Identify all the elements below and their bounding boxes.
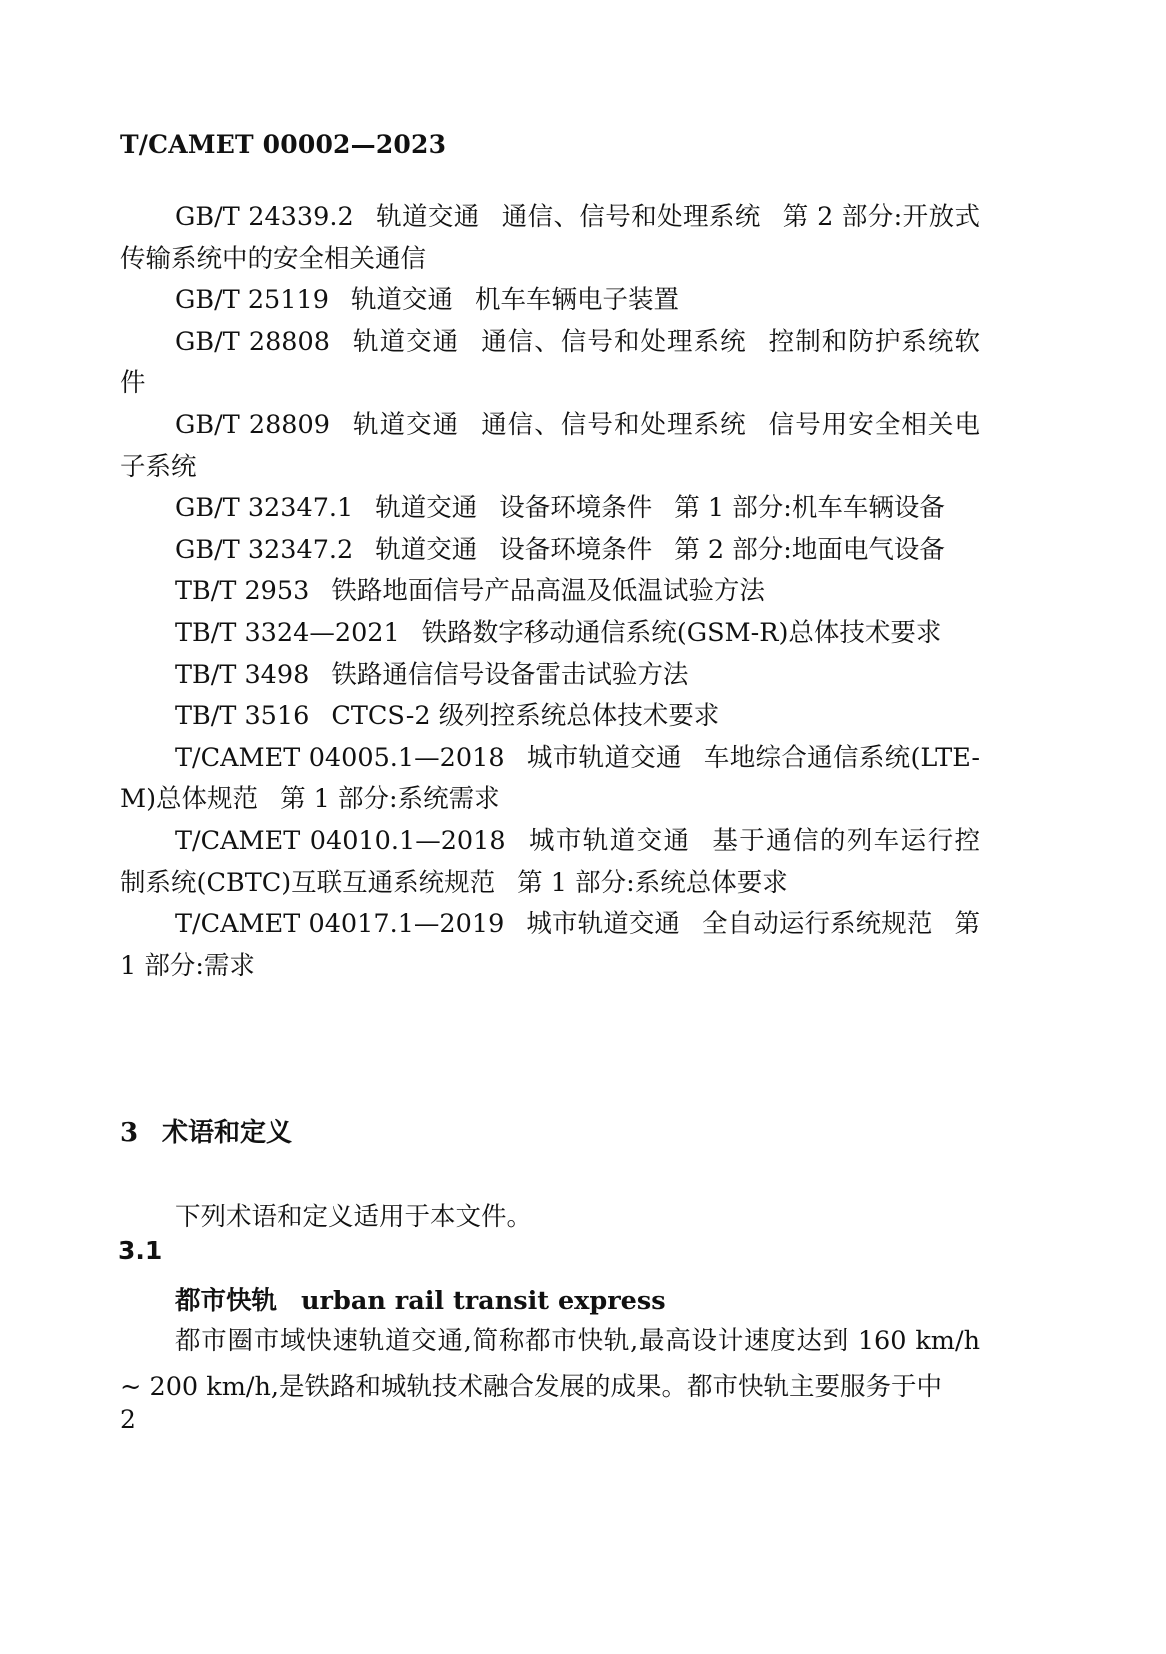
reference-title-part: 车地综合通信系统(LTE-M)总体规范 [120, 742, 980, 815]
reference-code: GB/T 32347.2 [175, 534, 354, 565]
reference-code: GB/T 28808 [175, 326, 330, 357]
reference-title-part: 轨道交通 [375, 202, 480, 232]
term-title [175, 1281, 666, 1317]
reference-title-part: 控制和防护系统软件 [120, 326, 980, 399]
reference-code: T/CAMET 04005.1—2018 [175, 742, 505, 773]
reference-code: GB/T 28809 [175, 409, 330, 440]
reference-title-part: 第 2 部分:开放式传输系统中的安全相关通信 [120, 202, 980, 274]
reference-title-part: 轨道交通 [351, 326, 460, 357]
reference-item [120, 197, 980, 280]
reference-code: TB/T 3516 [175, 701, 310, 732]
reference-title-part: 通信、信号和处理系统 [481, 326, 747, 357]
reference-code: T/CAMET 04010.1—2018 [175, 825, 506, 856]
reference-title-part: 城市轨道交通 [527, 825, 691, 856]
reference-title-part: 通信、信号和处理系统 [501, 202, 761, 232]
reference-item [120, 738, 980, 821]
reference-item [120, 488, 980, 530]
section-heading [120, 1112, 292, 1149]
reference-title-part: 轨道交通 [375, 493, 478, 524]
reference-title-part: 城市轨道交通 [526, 742, 682, 773]
reference-title-part: 第 1 部分:系统需求 [280, 784, 500, 815]
reference-title-part: 第 1 部分:系统总体要求 [517, 867, 788, 898]
reference-item [120, 405, 980, 488]
reference-code: GB/T 24339.2 [175, 202, 354, 232]
reference-code: T/CAMET 04017.1—2019 [175, 909, 505, 940]
reference-title-part: 城市轨道交通 [526, 909, 681, 940]
reference-code: TB/T 3498 [175, 659, 310, 690]
reference-title-part: 轨道交通 [350, 285, 453, 316]
reference-title-part: 铁路通信信号设备雷击试验方法 [331, 659, 689, 690]
reference-title-part: 第 1 部分:机车车辆设备 [674, 493, 945, 524]
reference-title-part: 轨道交通 [375, 534, 478, 565]
reference-item [120, 530, 980, 572]
reference-title-part: 机车车辆电子装置 [474, 285, 679, 316]
page-number: 2 [120, 1405, 136, 1434]
document-code-header: T/CAMET 00002—2023 [120, 130, 447, 159]
reference-item [120, 821, 980, 904]
reference-title-part: 第 1 部分:需求 [120, 909, 980, 981]
reference-title-part: 通信、信号和处理系统 [481, 409, 747, 440]
term-definition: 都市圈市域快速轨道交通,简称都市快轨,最高设计速度达到 160 km/h ~ 200 km/h,是铁路和城轨技术融合发展的成果。都市快轨主要服务于中 [120, 1326, 980, 1402]
normative-references-list [120, 197, 980, 987]
reference-title-part: 铁路地面信号产品高温及低温试验方法 [331, 576, 765, 607]
reference-title-part: 铁路数字移动通信系统(GSM-R)总体技术要求 [421, 617, 942, 648]
reference-title-part: 第 2 部分:地面电气设备 [674, 534, 945, 565]
section-number: 3 [120, 1118, 139, 1148]
reference-item [120, 696, 980, 738]
reference-code: GB/T 25119 [175, 285, 329, 316]
section-title: 术语和定义 [162, 1118, 293, 1148]
reference-code: GB/T 32347.1 [175, 493, 354, 524]
reference-item [120, 280, 980, 322]
term-name-zh: 都市快轨 [175, 1286, 278, 1316]
reference-title-part: 设备环境条件 [499, 534, 653, 565]
reference-code: TB/T 2953 [175, 576, 310, 607]
section-intro: 下列术语和定义适用于本文件。 [175, 1202, 533, 1232]
reference-item [120, 613, 980, 655]
reference-code: TB/T 3324—2021 [175, 617, 400, 648]
reference-item [120, 904, 980, 987]
reference-title-part: CTCS-2 级列控系统总体技术要求 [331, 701, 720, 732]
term-name-en: urban rail transit express [301, 1286, 666, 1316]
term-number: 3.1 [118, 1236, 163, 1265]
reference-title-part: 信号用安全相关电子系统 [120, 409, 980, 482]
reference-item [120, 322, 980, 405]
reference-item [120, 571, 980, 613]
reference-title-part: 基于通信的列车运行控制系统(CBTC)互联互通系统规范 [120, 825, 980, 898]
reference-title-part: 全自动运行系统规范 [702, 909, 933, 940]
reference-title-part: 轨道交通 [351, 409, 460, 440]
reference-title-part: 设备环境条件 [499, 493, 653, 524]
reference-item [120, 655, 980, 697]
